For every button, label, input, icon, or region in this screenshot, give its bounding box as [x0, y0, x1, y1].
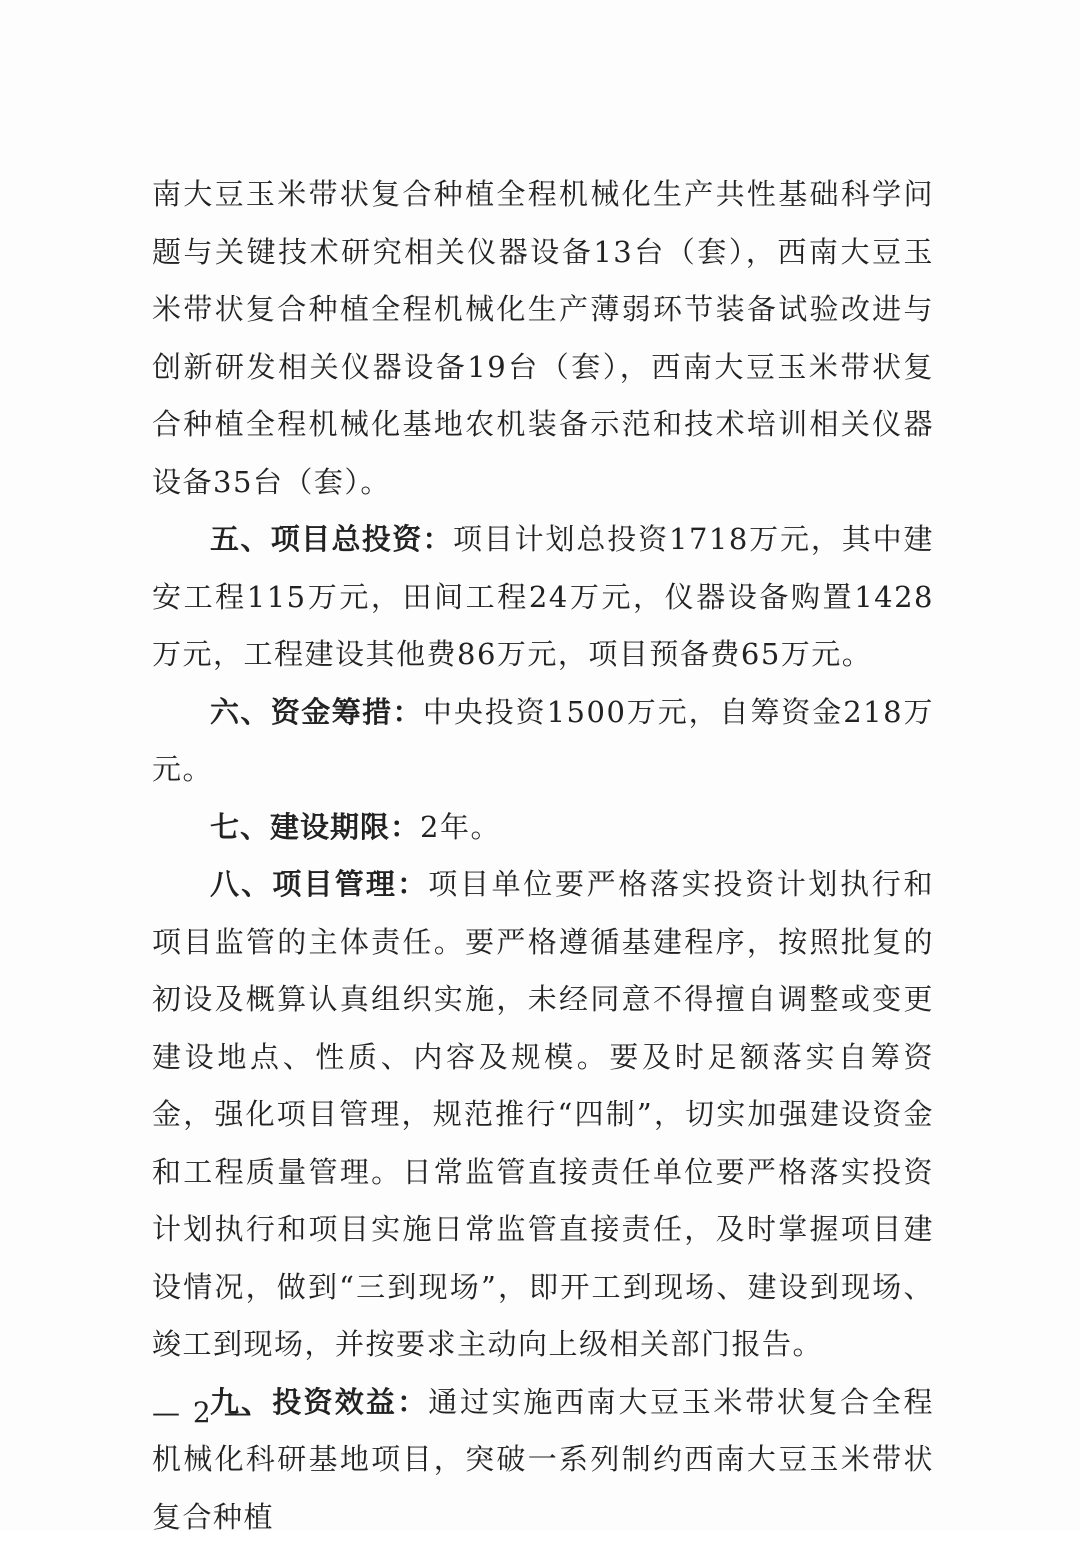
section-heading: 八、项目管理：	[210, 867, 428, 901]
section-heading: 五、项目总投资：	[210, 522, 453, 556]
paragraph-text: 通过实施西南大豆玉米带状复合全程机械化科研基地项目，突破一系列制约西南大豆玉米带状复合种植	[152, 1385, 934, 1534]
paragraph-text: 中央投资1500万元，自筹资金218万元。	[152, 695, 934, 787]
paragraph-text: 南大豆玉米带状复合种植全程机械化生产共性基础科学问题与关键技术研究相关仪器设备13台（套），西南大豆玉米带状复合种植全程机械化生产薄弱环节装备试验改进与创新研发相关仪器设备19台（套），西南大豆玉米带状复合种植全程机械化基地农机装备示范和技术培训相关仪器设备35台（套）。	[152, 177, 934, 499]
paragraph-text: 项目单位要严格落实投资计划执行和项目监管的主体责任。要严格遵循基建程序，按照批复的初设及概算认真组织实施，未经同意不得擅自调整或变更建设地点、性质、内容及规模。要及时足额落实自筹资金，强化项目管理，规范推行“四制”，切实加强建设资金和工程质量管理。日常监管直接责任单位要严格落实投资计划执行和项目实施日常监管直接责任，及时掌握项目建设情况，做到“三到现场”，即开工到现场、建设到现场、竣工到现场，并按要求主动向上级相关部门报告。	[152, 867, 934, 1361]
paragraph-equipment-list	[152, 166, 934, 511]
paragraph-funding	[152, 684, 934, 799]
section-heading: 七、建设期限：	[210, 810, 420, 844]
page-number: — 2 —	[152, 1396, 254, 1429]
paragraph-investment-benefit	[152, 1374, 934, 1546]
paragraph-text: 项目计划总投资1718万元，其中建安工程115万元，田间工程24万元，仪器设备购置1428万元，工程建设其他费86万元，项目预备费65万元。	[152, 522, 934, 671]
section-heading: 九、投资效益：	[210, 1385, 428, 1419]
section-heading: 六、资金筹措：	[210, 695, 423, 729]
paragraph-text: 2年。	[420, 810, 501, 844]
paragraph-construction-period	[152, 799, 934, 857]
paragraph-project-management	[152, 856, 934, 1374]
document-body	[152, 166, 934, 1546]
paragraph-total-investment	[152, 511, 934, 684]
